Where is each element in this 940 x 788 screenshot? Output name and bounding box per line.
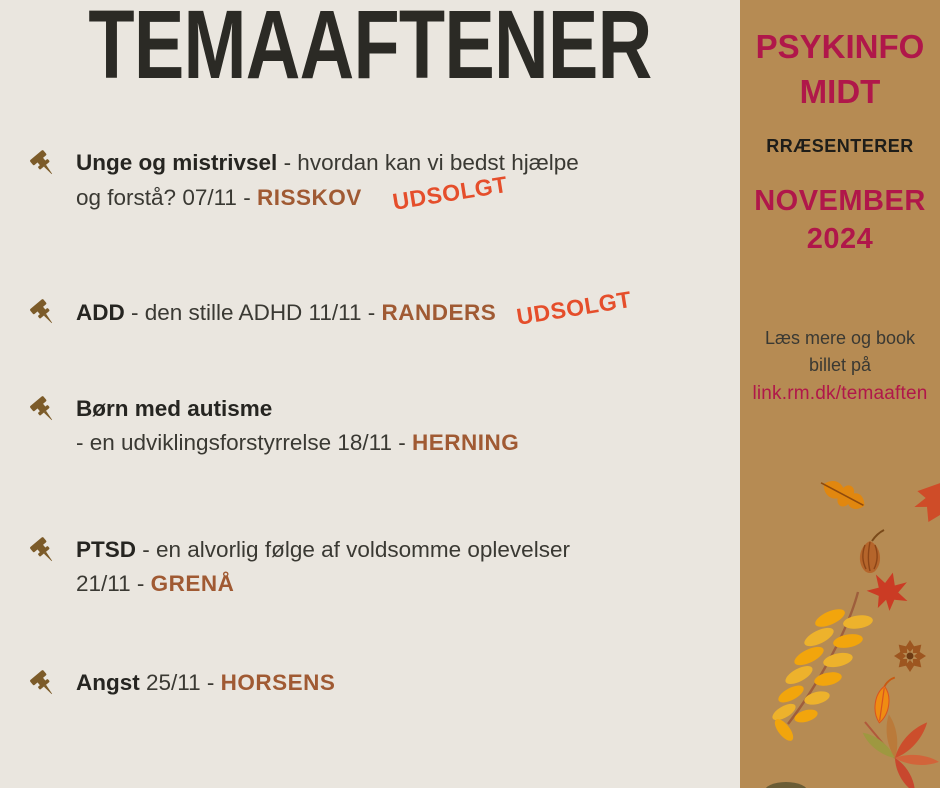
- event-item-angst: [26, 666, 335, 706]
- event-line: [76, 533, 570, 567]
- star-anise: [894, 640, 926, 672]
- month-line-2: 2024: [806, 223, 874, 255]
- event-line: [76, 426, 519, 460]
- event-desc: - hvordan kan vi bedst hjælpe: [277, 150, 579, 175]
- event-location: RISSKOV: [256, 185, 362, 210]
- event-text: [76, 285, 634, 330]
- event-topic: PTSD: [76, 537, 137, 562]
- event-item-add: [26, 285, 634, 335]
- event-location: HERNING: [411, 430, 520, 455]
- event-location: RANDERS: [381, 300, 497, 325]
- event-desc: 21/11 -: [76, 571, 151, 596]
- maple-leaf: [863, 568, 913, 615]
- cta-line-1: Læs mere og book: [764, 328, 916, 348]
- event-line: [76, 666, 335, 700]
- oak-leaf: [816, 473, 870, 516]
- event-topic: ADD: [76, 300, 125, 325]
- rowan-leaf: [770, 592, 874, 744]
- sidebar: [740, 0, 940, 788]
- booking-link[interactable]: link.rm.dk/temaaften: [752, 383, 928, 404]
- red-edge-leaf: [909, 472, 940, 526]
- event-line: [76, 285, 634, 330]
- leaf-tip-bottom: [764, 782, 808, 788]
- event-desc: - den stille ADHD 11/11 -: [124, 300, 382, 325]
- event-topic: Angst: [76, 670, 140, 695]
- presents-label: RRÆSENTERER: [766, 136, 914, 156]
- small-orange-leaf: [873, 675, 895, 724]
- event-text: [76, 533, 570, 601]
- event-item-born-med-autisme: [26, 392, 519, 460]
- soldout-stamp: UDSOLGT: [390, 170, 510, 215]
- event-item-ptsd: [26, 533, 570, 601]
- autumn-leaves-image: [740, 440, 940, 788]
- event-desc: - en alvorlig følge af voldsomme oplevelser: [136, 537, 570, 562]
- soldout-stamp: UDSOLGT: [515, 285, 634, 330]
- event-text: [76, 146, 579, 215]
- event-line: [76, 170, 579, 215]
- event-desc: 25/11 -: [139, 670, 221, 695]
- event-location: GRENÅ: [150, 571, 235, 596]
- brand-title: [740, 24, 940, 114]
- event-topic: Unge og mistrivsel: [76, 150, 278, 175]
- event-desc: - en udviklingsforstyrrelse 18/11 -: [76, 430, 412, 455]
- physalis: [860, 530, 884, 573]
- brand-line-1: PSYKINFO: [755, 28, 925, 65]
- brand-line-2: MIDT: [799, 73, 881, 110]
- creeper-leaf: [860, 714, 940, 788]
- page-title-text: TEMAAFTENER: [88, 0, 652, 99]
- event-item-unge-og-mistrivsel: [26, 146, 579, 215]
- event-location: HORSENS: [220, 670, 336, 695]
- pushpin-icon: [26, 392, 62, 432]
- event-line: [76, 567, 570, 601]
- page-title: [0, 0, 740, 99]
- pushpin-icon: [26, 533, 62, 573]
- cta-line-2: billet på: [808, 355, 872, 375]
- event-text: [76, 666, 335, 700]
- event-topic: Børn med autisme: [76, 396, 273, 421]
- pushpin-icon: [26, 146, 62, 186]
- event-desc: og forstå? 07/11 -: [76, 185, 257, 210]
- event-text: [76, 392, 519, 460]
- month-line-1: NOVEMBER: [754, 185, 926, 217]
- month-title: [740, 182, 940, 258]
- event-line: [76, 392, 519, 426]
- pushpin-icon: [26, 666, 62, 706]
- booking-cta: [740, 325, 940, 407]
- pushpin-icon: [26, 295, 62, 335]
